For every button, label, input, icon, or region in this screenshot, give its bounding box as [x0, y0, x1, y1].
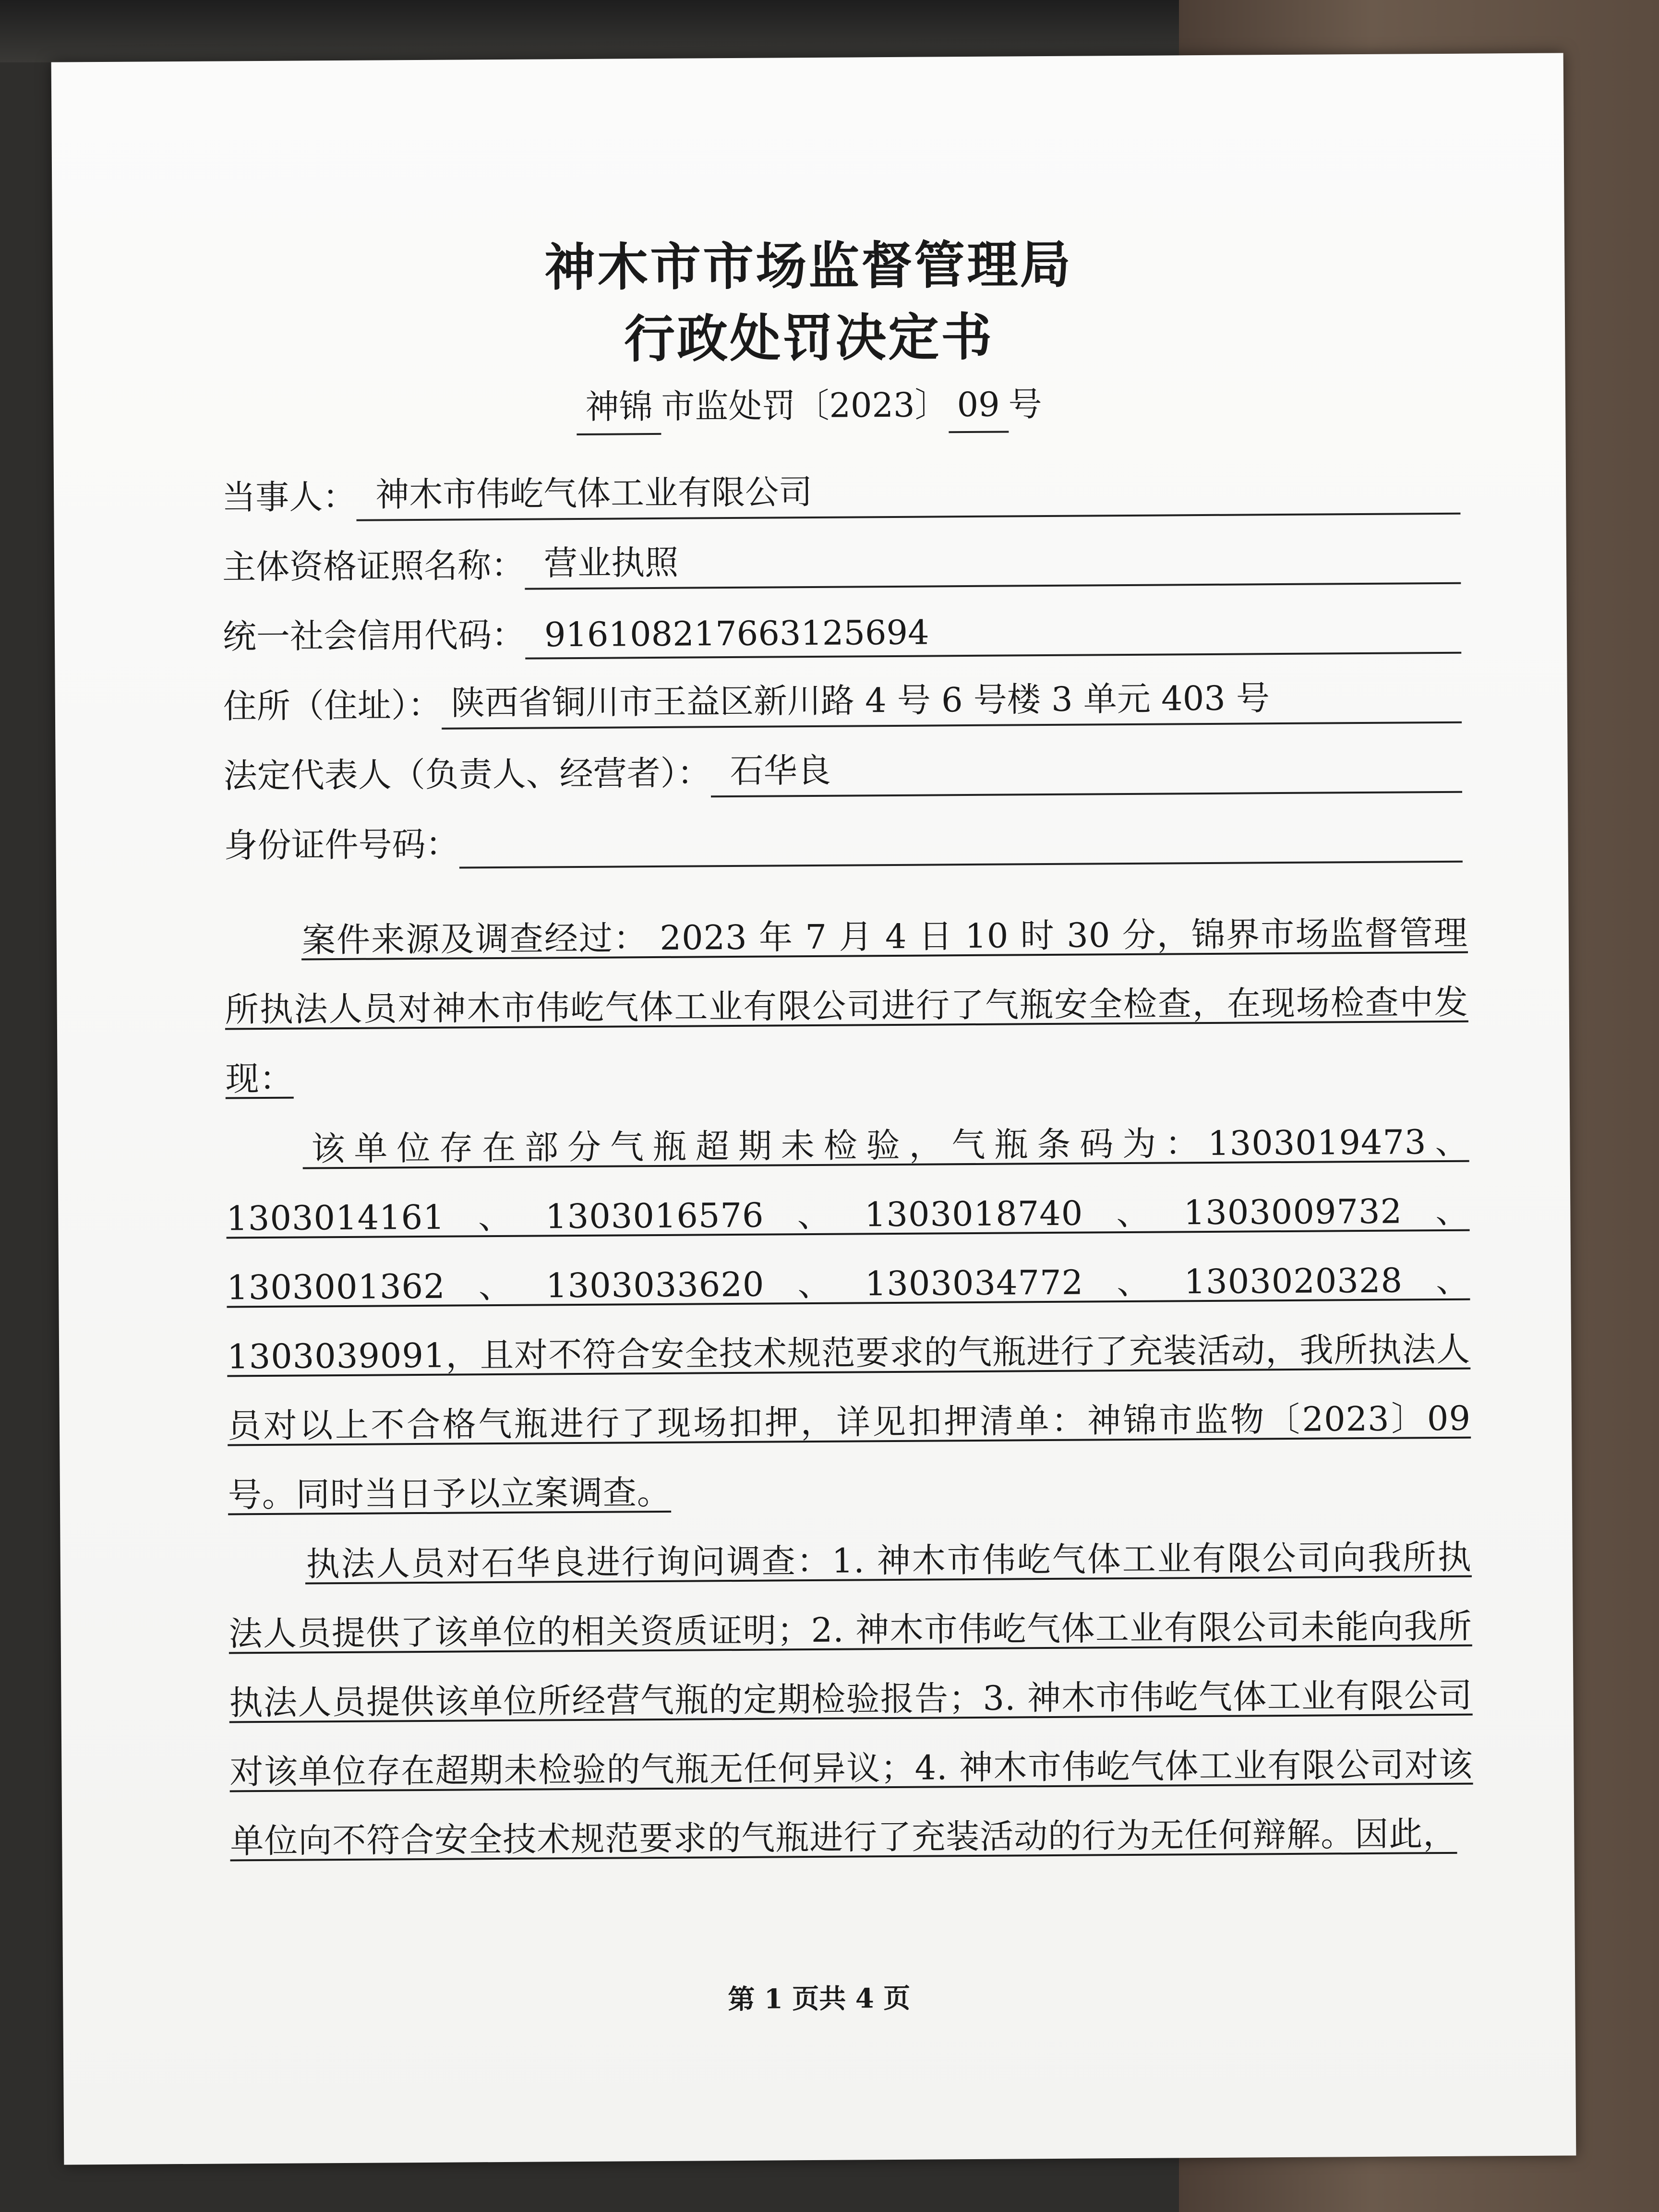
field-value: 神木市伟屹气体工业有限公司	[356, 461, 1461, 521]
field-legal-representative	[223, 740, 1462, 801]
paragraph-text: 案件来源及调查经过： 2023 年 7 月 4 日 10 时 30 分，锦界市场监督管理所执法人员对神木市伟屹气体工业有限公司进行了气瓶安全检查，在现场检查中发现：	[225, 913, 1468, 1099]
field-id-number	[224, 810, 1463, 870]
field-credit-code	[223, 601, 1462, 661]
field-value	[459, 858, 1463, 869]
document-header	[52, 226, 1566, 438]
doc-number-suffix: 号	[1008, 385, 1042, 424]
field-party	[222, 462, 1461, 522]
field-value: 916108217663125694	[525, 610, 1462, 660]
agency-title: 神木市市场监督管理局	[544, 235, 1073, 298]
field-value: 营业执照	[525, 531, 1461, 590]
paragraph-findings	[226, 1107, 1471, 1530]
field-label: 法定代表人（负责人、经营者）：	[223, 753, 711, 796]
field-address	[223, 671, 1462, 731]
document-page	[51, 53, 1576, 2164]
field-label: 身份证件号码：	[224, 824, 459, 866]
paragraph-text: 执法人员对石华良进行询问调查：1. 神木市伟屹气体工业有限公司向我所执法人员提供了该单位的相关资质证明；2. 神木市伟屹气体工业有限公司未能向我所执法人员提供该单位所经营气瓶的定期检验报告；3. 神木市伟屹气体工业有限公司对该单位存在超期未检验的气瓶无任何异议；4. 神木市伟屹气体工业有限公司对该单位向不符合安全技术规范要求的气瓶进行了充装活动的行为无任何辩解。因此，	[228, 1537, 1473, 1861]
doc-number-prefix: 神锦	[577, 380, 661, 435]
paragraph-text: 该单位存在部分气瓶超期未检验，气瓶条码为：1303019473、1303014161、1303016576、1303018740、1303009732、1303001362、1303033620、1303034772、1303020328、1303039091，且对不符合安全技术规范要求的气瓶进行了充装活动，我所执法人员对以上不合格气瓶进行了现场扣押，详见扣押清单：神锦市监物〔2023〕09 号。同时当日予以立案调查。	[226, 1122, 1471, 1515]
field-label: 住所（住址）：	[223, 685, 442, 726]
field-license-name	[222, 531, 1461, 592]
field-label: 当事人：	[221, 477, 357, 517]
doc-number-value: 09	[948, 378, 1009, 433]
page-footer: 第 1 页共 4 页	[728, 1982, 911, 2016]
field-label: 统一社会信用代码：	[222, 615, 526, 657]
doc-number-middle: 市监处罚〔2023〕	[661, 385, 949, 426]
field-label: 主体资格证照名称：	[222, 545, 525, 587]
document-title: 行政处罚决定书	[624, 307, 994, 369]
paragraph-case-source	[224, 899, 1469, 1114]
field-value: 陕西省铜川市王益区新川路 4 号 6 号楼 3 单元 403 号	[441, 670, 1462, 730]
document-number	[53, 374, 1566, 438]
field-value: 石华良	[710, 740, 1462, 798]
paragraph-inquiry	[228, 1523, 1473, 1876]
